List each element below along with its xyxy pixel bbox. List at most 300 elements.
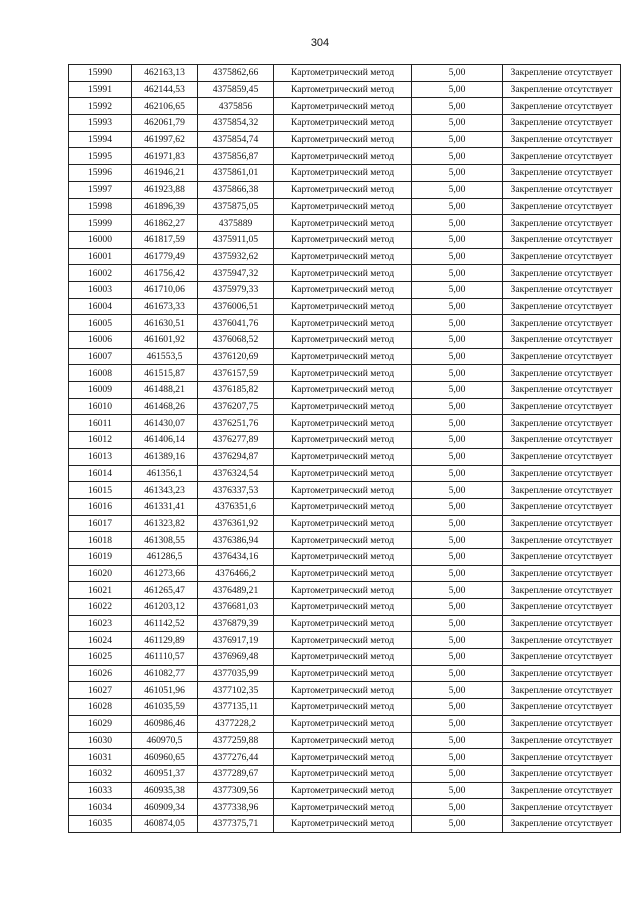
x-coordinate-cell: 461110,57 [132,649,198,666]
x-coordinate-cell: 461308,55 [132,532,198,549]
table-row [69,565,621,582]
x-coordinate-cell: 461710,06 [132,281,198,298]
accuracy-cell: 5,00 [412,198,503,215]
method-cell: Картометрический метод [274,482,412,499]
table-row [69,515,621,532]
accuracy-cell: 5,00 [412,548,503,565]
fixation-cell: Закрепление отсутствует [503,348,621,365]
table-row [69,815,621,832]
point-number-cell: 16020 [69,565,132,582]
fixation-cell: Закрепление отсутствует [503,81,621,98]
table-row [69,231,621,248]
method-cell: Картометрический метод [274,599,412,616]
table-row [69,799,621,816]
table-row [69,498,621,515]
method-cell: Картометрический метод [274,582,412,599]
accuracy-cell: 5,00 [412,632,503,649]
fixation-cell: Закрепление отсутствует [503,215,621,232]
x-coordinate-cell: 462144,53 [132,81,198,98]
fixation-cell: Закрепление отсутствует [503,165,621,182]
x-coordinate-cell: 461129,89 [132,632,198,649]
x-coordinate-cell: 461035,59 [132,699,198,716]
table-row [69,682,621,699]
accuracy-cell: 5,00 [412,248,503,265]
x-coordinate-cell: 461817,59 [132,231,198,248]
method-cell: Картометрический метод [274,548,412,565]
fixation-cell: Закрепление отсутствует [503,665,621,682]
y-coordinate-cell: 4375979,33 [198,281,274,298]
accuracy-cell: 5,00 [412,81,503,98]
x-coordinate-cell: 461630,51 [132,315,198,332]
x-coordinate-cell: 461756,42 [132,265,198,282]
method-cell: Картометрический метод [274,749,412,766]
x-coordinate-cell: 461601,92 [132,332,198,349]
table-row [69,115,621,132]
fixation-cell: Закрепление отсутствует [503,281,621,298]
x-coordinate-cell: 461406,14 [132,432,198,449]
accuracy-cell: 5,00 [412,265,503,282]
method-cell: Картометрический метод [274,248,412,265]
point-number-cell: 16029 [69,715,132,732]
x-coordinate-cell: 461082,77 [132,665,198,682]
point-number-cell: 16003 [69,281,132,298]
accuracy-cell: 5,00 [412,599,503,616]
method-cell: Картометрический метод [274,498,412,515]
table-row [69,749,621,766]
table-row [69,599,621,616]
fixation-cell: Закрепление отсутствует [503,415,621,432]
method-cell: Картометрический метод [274,348,412,365]
x-coordinate-cell: 460909,34 [132,799,198,816]
x-coordinate-cell: 461946,21 [132,165,198,182]
point-number-cell: 15992 [69,98,132,115]
table-row [69,782,621,799]
fixation-cell: Закрепление отсутствует [503,231,621,248]
point-number-cell: 16005 [69,315,132,332]
table-row [69,532,621,549]
y-coordinate-cell: 4376324,54 [198,465,274,482]
table-row [69,765,621,782]
accuracy-cell: 5,00 [412,782,503,799]
table-row [69,181,621,198]
point-number-cell: 16015 [69,482,132,499]
method-cell: Картометрический метод [274,398,412,415]
fixation-cell: Закрепление отсутствует [503,332,621,349]
accuracy-cell: 5,00 [412,231,503,248]
accuracy-cell: 5,00 [412,799,503,816]
y-coordinate-cell: 4376207,75 [198,398,274,415]
y-coordinate-cell: 4376681,03 [198,599,274,616]
point-number-cell: 16013 [69,448,132,465]
y-coordinate-cell: 4375856 [198,98,274,115]
table-row [69,649,621,666]
x-coordinate-cell: 461997,62 [132,131,198,148]
method-cell: Картометрический метод [274,131,412,148]
point-number-cell: 15998 [69,198,132,215]
method-cell: Картометрический метод [274,699,412,716]
method-cell: Картометрический метод [274,782,412,799]
method-cell: Картометрический метод [274,65,412,82]
y-coordinate-cell: 4377309,56 [198,782,274,799]
point-number-cell: 16008 [69,365,132,382]
point-number-cell: 16027 [69,682,132,699]
point-number-cell: 16016 [69,498,132,515]
point-number-cell: 16033 [69,782,132,799]
table-row [69,482,621,499]
accuracy-cell: 5,00 [412,115,503,132]
y-coordinate-cell: 4376120,69 [198,348,274,365]
point-number-cell: 15999 [69,215,132,232]
method-cell: Картометрический метод [274,315,412,332]
accuracy-cell: 5,00 [412,165,503,182]
fixation-cell: Закрепление отсутствует [503,398,621,415]
accuracy-cell: 5,00 [412,665,503,682]
table-row [69,382,621,399]
method-cell: Картометрический метод [274,265,412,282]
fixation-cell: Закрепление отсутствует [503,115,621,132]
accuracy-cell: 5,00 [412,332,503,349]
fixation-cell: Закрепление отсутствует [503,615,621,632]
fixation-cell: Закрепление отсутствует [503,298,621,315]
point-number-cell: 16009 [69,382,132,399]
method-cell: Картометрический метод [274,148,412,165]
fixation-cell: Закрепление отсутствует [503,131,621,148]
x-coordinate-cell: 461673,33 [132,298,198,315]
table-row [69,548,621,565]
accuracy-cell: 5,00 [412,281,503,298]
method-cell: Картометрический метод [274,632,412,649]
x-coordinate-cell: 461430,07 [132,415,198,432]
x-coordinate-cell: 461331,41 [132,498,198,515]
point-number-cell: 16011 [69,415,132,432]
method-cell: Картометрический метод [274,715,412,732]
accuracy-cell: 5,00 [412,515,503,532]
fixation-cell: Закрепление отсутствует [503,498,621,515]
table-row [69,298,621,315]
point-number-cell: 15990 [69,65,132,82]
x-coordinate-cell: 461343,23 [132,482,198,499]
accuracy-cell: 5,00 [412,532,503,549]
point-number-cell: 16034 [69,799,132,816]
accuracy-cell: 5,00 [412,131,503,148]
fixation-cell: Закрепление отсутствует [503,682,621,699]
table-row [69,582,621,599]
point-number-cell: 15993 [69,115,132,132]
coordinates-table [68,64,621,833]
y-coordinate-cell: 4376068,52 [198,332,274,349]
table-row [69,165,621,182]
fixation-cell: Закрепление отсутствует [503,515,621,532]
y-coordinate-cell: 4376041,76 [198,315,274,332]
method-cell: Картометрический метод [274,81,412,98]
table-row [69,432,621,449]
point-number-cell: 16028 [69,699,132,716]
fixation-cell: Закрепление отсутствует [503,148,621,165]
accuracy-cell: 5,00 [412,415,503,432]
x-coordinate-cell: 462106,65 [132,98,198,115]
accuracy-cell: 5,00 [412,348,503,365]
accuracy-cell: 5,00 [412,682,503,699]
point-number-cell: 16026 [69,665,132,682]
y-coordinate-cell: 4376294,87 [198,448,274,465]
table-row [69,65,621,82]
fixation-cell: Закрепление отсутствует [503,265,621,282]
table-row [69,215,621,232]
y-coordinate-cell: 4375861,01 [198,165,274,182]
y-coordinate-cell: 4376351,6 [198,498,274,515]
y-coordinate-cell: 4376361,92 [198,515,274,532]
y-coordinate-cell: 4377135,11 [198,699,274,716]
accuracy-cell: 5,00 [412,365,503,382]
x-coordinate-cell: 460951,37 [132,765,198,782]
x-coordinate-cell: 461468,26 [132,398,198,415]
point-number-cell: 15996 [69,165,132,182]
point-number-cell: 16001 [69,248,132,265]
method-cell: Картометрический метод [274,799,412,816]
fixation-cell: Закрепление отсутствует [503,448,621,465]
table-row [69,281,621,298]
method-cell: Картометрический метод [274,198,412,215]
y-coordinate-cell: 4376006,51 [198,298,274,315]
y-coordinate-cell: 4377228,2 [198,715,274,732]
method-cell: Картометрический метод [274,682,412,699]
y-coordinate-cell: 4375854,32 [198,115,274,132]
method-cell: Картометрический метод [274,382,412,399]
point-number-cell: 16032 [69,765,132,782]
y-coordinate-cell: 4377276,44 [198,749,274,766]
accuracy-cell: 5,00 [412,765,503,782]
accuracy-cell: 5,00 [412,215,503,232]
accuracy-cell: 5,00 [412,465,503,482]
table-row [69,398,621,415]
y-coordinate-cell: 4377289,67 [198,765,274,782]
accuracy-cell: 5,00 [412,448,503,465]
method-cell: Картометрический метод [274,332,412,349]
x-coordinate-cell: 461389,16 [132,448,198,465]
x-coordinate-cell: 461896,39 [132,198,198,215]
fixation-cell: Закрепление отсутствует [503,65,621,82]
y-coordinate-cell: 4375859,45 [198,81,274,98]
y-coordinate-cell: 4376917,19 [198,632,274,649]
y-coordinate-cell: 4376969,48 [198,649,274,666]
y-coordinate-cell: 4375866,38 [198,181,274,198]
y-coordinate-cell: 4376277,89 [198,432,274,449]
accuracy-cell: 5,00 [412,315,503,332]
point-number-cell: 16006 [69,332,132,349]
y-coordinate-cell: 4376489,21 [198,582,274,599]
method-cell: Картометрический метод [274,448,412,465]
table-row [69,632,621,649]
table-row [69,248,621,265]
point-number-cell: 16022 [69,599,132,616]
fixation-cell: Закрепление отсутствует [503,582,621,599]
x-coordinate-cell: 460874,05 [132,815,198,832]
accuracy-cell: 5,00 [412,699,503,716]
x-coordinate-cell: 461286,5 [132,548,198,565]
x-coordinate-cell: 461203,12 [132,599,198,616]
accuracy-cell: 5,00 [412,298,503,315]
method-cell: Картометрический метод [274,215,412,232]
point-number-cell: 15997 [69,181,132,198]
point-number-cell: 16002 [69,265,132,282]
x-coordinate-cell: 461142,52 [132,615,198,632]
accuracy-cell: 5,00 [412,749,503,766]
point-number-cell: 16019 [69,548,132,565]
accuracy-cell: 5,00 [412,398,503,415]
point-number-cell: 16023 [69,615,132,632]
method-cell: Картометрический метод [274,115,412,132]
accuracy-cell: 5,00 [412,382,503,399]
fixation-cell: Закрепление отсутствует [503,649,621,666]
point-number-cell: 16025 [69,649,132,666]
y-coordinate-cell: 4377338,96 [198,799,274,816]
x-coordinate-cell: 460935,38 [132,782,198,799]
table-row [69,198,621,215]
fixation-cell: Закрепление отсутствует [503,465,621,482]
fixation-cell: Закрепление отсутствует [503,482,621,499]
point-number-cell: 16024 [69,632,132,649]
x-coordinate-cell: 460970,5 [132,732,198,749]
y-coordinate-cell: 4377035,99 [198,665,274,682]
method-cell: Картометрический метод [274,298,412,315]
point-number-cell: 16014 [69,465,132,482]
y-coordinate-cell: 4375856,87 [198,148,274,165]
accuracy-cell: 5,00 [412,498,503,515]
table-row [69,332,621,349]
table-row [69,615,621,632]
coordinates-table-body [69,65,621,833]
fixation-cell: Закрепление отсутствует [503,732,621,749]
table-row [69,699,621,716]
method-cell: Картометрический метод [274,465,412,482]
point-number-cell: 16000 [69,231,132,248]
table-row [69,315,621,332]
y-coordinate-cell: 4375862,66 [198,65,274,82]
point-number-cell: 15994 [69,131,132,148]
fixation-cell: Закрепление отсутствует [503,198,621,215]
point-number-cell: 16031 [69,749,132,766]
fixation-cell: Закрепление отсутствует [503,382,621,399]
y-coordinate-cell: 4375854,74 [198,131,274,148]
method-cell: Картометрический метод [274,165,412,182]
y-coordinate-cell: 4376879,39 [198,615,274,632]
table-row [69,98,621,115]
y-coordinate-cell: 4376157,59 [198,365,274,382]
table-row [69,465,621,482]
point-number-cell: 16010 [69,398,132,415]
x-coordinate-cell: 461779,49 [132,248,198,265]
method-cell: Картометрический метод [274,515,412,532]
table-row [69,715,621,732]
x-coordinate-cell: 461923,88 [132,181,198,198]
method-cell: Картометрический метод [274,365,412,382]
accuracy-cell: 5,00 [412,732,503,749]
accuracy-cell: 5,00 [412,181,503,198]
point-number-cell: 16018 [69,532,132,549]
table-row [69,665,621,682]
accuracy-cell: 5,00 [412,815,503,832]
accuracy-cell: 5,00 [412,482,503,499]
method-cell: Картометрический метод [274,281,412,298]
y-coordinate-cell: 4377259,88 [198,732,274,749]
fixation-cell: Закрепление отсутствует [503,715,621,732]
x-coordinate-cell: 461862,27 [132,215,198,232]
fixation-cell: Закрепление отсутствует [503,699,621,716]
table-row [69,365,621,382]
y-coordinate-cell: 4376386,94 [198,532,274,549]
fixation-cell: Закрепление отсутствует [503,565,621,582]
y-coordinate-cell: 4375889 [198,215,274,232]
table-row [69,448,621,465]
table-row [69,732,621,749]
y-coordinate-cell: 4375875,05 [198,198,274,215]
point-number-cell: 16035 [69,815,132,832]
method-cell: Картометрический метод [274,98,412,115]
method-cell: Картометрический метод [274,765,412,782]
x-coordinate-cell: 461323,82 [132,515,198,532]
fixation-cell: Закрепление отсутствует [503,548,621,565]
fixation-cell: Закрепление отсутствует [503,98,621,115]
table-row [69,131,621,148]
y-coordinate-cell: 4375947,32 [198,265,274,282]
fixation-cell: Закрепление отсутствует [503,815,621,832]
x-coordinate-cell: 460986,46 [132,715,198,732]
table-row [69,81,621,98]
accuracy-cell: 5,00 [412,148,503,165]
accuracy-cell: 5,00 [412,649,503,666]
x-coordinate-cell: 461971,83 [132,148,198,165]
fixation-cell: Закрепление отсутствует [503,799,621,816]
method-cell: Картометрический метод [274,532,412,549]
fixation-cell: Закрепление отсутствует [503,765,621,782]
fixation-cell: Закрепление отсутствует [503,749,621,766]
point-number-cell: 15991 [69,81,132,98]
y-coordinate-cell: 4376337,53 [198,482,274,499]
page-number: 304 [310,37,330,49]
y-coordinate-cell: 4377375,71 [198,815,274,832]
accuracy-cell: 5,00 [412,98,503,115]
point-number-cell: 16017 [69,515,132,532]
x-coordinate-cell: 460960,65 [132,749,198,766]
y-coordinate-cell: 4375932,62 [198,248,274,265]
y-coordinate-cell: 4376434,16 [198,548,274,565]
method-cell: Картометрический метод [274,815,412,832]
accuracy-cell: 5,00 [412,65,503,82]
fixation-cell: Закрепление отсутствует [503,181,621,198]
method-cell: Картометрический метод [274,415,412,432]
x-coordinate-cell: 462061,79 [132,115,198,132]
y-coordinate-cell: 4376185,82 [198,382,274,399]
fixation-cell: Закрепление отсутствует [503,599,621,616]
fixation-cell: Закрепление отсутствует [503,365,621,382]
fixation-cell: Закрепление отсутствует [503,782,621,799]
x-coordinate-cell: 461356,1 [132,465,198,482]
point-number-cell: 16012 [69,432,132,449]
x-coordinate-cell: 461051,96 [132,682,198,699]
fixation-cell: Закрепление отсутствует [503,315,621,332]
fixation-cell: Закрепление отсутствует [503,248,621,265]
accuracy-cell: 5,00 [412,715,503,732]
point-number-cell: 16007 [69,348,132,365]
point-number-cell: 16030 [69,732,132,749]
accuracy-cell: 5,00 [412,615,503,632]
table-row [69,415,621,432]
y-coordinate-cell: 4376466,2 [198,565,274,582]
x-coordinate-cell: 461515,87 [132,365,198,382]
accuracy-cell: 5,00 [412,582,503,599]
fixation-cell: Закрепление отсутствует [503,532,621,549]
accuracy-cell: 5,00 [412,565,503,582]
